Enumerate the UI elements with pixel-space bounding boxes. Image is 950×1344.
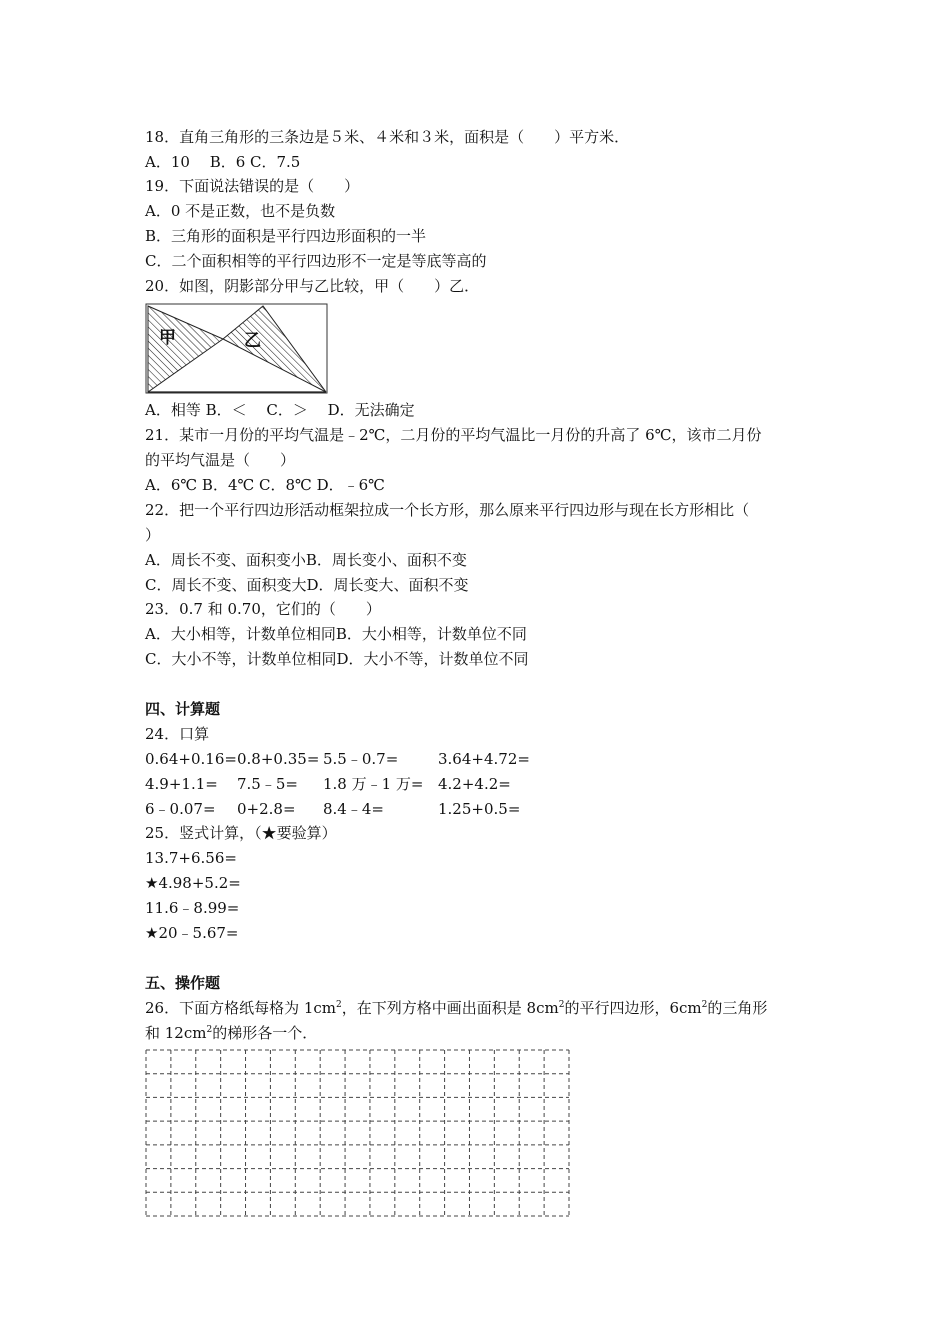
q20-options: A．相等 B．＜ C．＞ D．无法确定 bbox=[145, 401, 415, 419]
q25-item: 13.7+6.56= bbox=[145, 849, 237, 867]
label-yi: 乙 bbox=[244, 331, 261, 351]
q24-item: 0+2.8= bbox=[237, 800, 296, 818]
q24-item: 3.64+4.72= bbox=[438, 750, 530, 768]
q21-stem-line2: 的平均气温是（ ） bbox=[145, 451, 296, 469]
q19-option-a: A．0 不是正数，也不是负数 bbox=[145, 202, 336, 220]
q24-item: 8.4﹣4= bbox=[323, 800, 384, 818]
section-4-title: 四、计算题 bbox=[145, 700, 221, 718]
region-jia bbox=[148, 306, 223, 392]
q24-item: 1.8 万﹣1 万= bbox=[323, 775, 424, 793]
q25-item: 11.6﹣8.99= bbox=[145, 899, 240, 917]
q24-item: 0.64+0.16= bbox=[145, 750, 237, 768]
q22-options-ab: A．周长不变、面积变小B．周长变小、面积不变 bbox=[145, 551, 467, 569]
q21-options: A．6℃ B．4℃ C．8℃ D．﹣6℃ bbox=[145, 476, 385, 494]
q21-stem-line1: 21．某市一月份的平均气温是﹣2℃，二月份的平均气温比一月份的升高了 6℃，该市二月份 bbox=[145, 426, 762, 444]
q23-options-cd: C．大小不等，计数单位相同D．大小不等，计数单位不同 bbox=[145, 650, 529, 668]
q19-option-c: C．二个面积相等的平行四边形不一定是等底等高的 bbox=[145, 252, 487, 270]
q26-stem-line2: 和 $12cm^2$的梯形各一个． bbox=[145, 1024, 318, 1042]
q24-item: 7.5﹣5= bbox=[237, 775, 298, 793]
q19-option-b: B．三角形的面积是平行四边形面积的一半 bbox=[145, 227, 427, 245]
drawing-grid[interactable] bbox=[145, 1049, 570, 1217]
q20-stem: 20．如图，阴影部分甲与乙比较，甲（ ）乙． bbox=[145, 277, 480, 295]
region-yi bbox=[223, 306, 326, 392]
q18-options: A．10 B．6 C．7.5 bbox=[145, 153, 301, 171]
q22-options-cd: C．周长不变、面积变大D．周长变大、面积不变 bbox=[145, 576, 469, 594]
q24-item: 0.8+0.35= bbox=[237, 750, 320, 768]
q24-item: 6﹣0.07= bbox=[145, 800, 216, 818]
q20-shaded-figure bbox=[145, 303, 329, 395]
q22-stem-line2: ） bbox=[145, 526, 161, 544]
q24-stem: 24．口算 bbox=[145, 725, 210, 743]
q25-stem: 25．竖式计算，（★要验算） bbox=[145, 824, 337, 842]
q23-options-ab: A．大小相等，计数单位相同B．大小相等，计数单位不同 bbox=[145, 625, 527, 643]
q24-item: 4.9+1.1= bbox=[145, 775, 218, 793]
label-jia: 甲 bbox=[159, 328, 176, 348]
q25-item: ★4.98+5.2= bbox=[145, 874, 241, 892]
q23-stem: 23．0.7 和 0.70，它们的（ ） bbox=[145, 600, 381, 618]
section-5-title: 五、操作题 bbox=[145, 974, 221, 992]
q19-stem: 19．下面说法错误的是（ ） bbox=[145, 177, 360, 195]
q26-stem-line1: 26．下面方格纸每格为 $1cm^2$，在下列方格中画出面积是 $8cm^2$的平行四边形，$6cm^2$的三角形 bbox=[145, 999, 768, 1017]
q24-item: 1.25+0.5= bbox=[438, 800, 521, 818]
q22-stem-line1: 22．把一个平行四边形活动框架拉成一个长方形，那么原来平行四边形与现在长方形相比（ bbox=[145, 501, 750, 519]
q18-stem: 18．直角三角形的三条边是５米、４米和３米，面积是（ ）平方米． bbox=[145, 128, 630, 146]
q24-item: 4.2+4.2= bbox=[438, 775, 511, 793]
q24-item: 5.5﹣0.7= bbox=[323, 750, 399, 768]
q25-item: ★20﹣5.67= bbox=[145, 924, 239, 942]
